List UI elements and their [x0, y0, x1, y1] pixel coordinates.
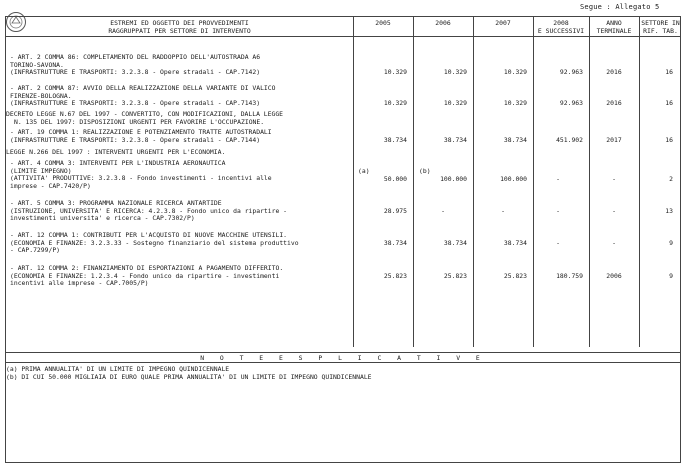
cell-2005: 10.329	[383, 68, 407, 76]
cell-2007: 10.329	[503, 99, 527, 107]
table-row-description: - ART. 19 COMMA 1: REALIZZAZIONE E POTENZIAMENTO TRATTE AUTOSTRADALI (INFRASTRUTTURE E TRASPORTI: 3.2.3.8 - Opere stradali - CAP.7144)	[10, 128, 272, 144]
header-2006: 2006	[435, 19, 451, 27]
cell-2008: 451.902	[556, 136, 583, 144]
header-description: ESTREMI ED OGGETTO DEI PROVVEDIMENTI RAGGRUPPATI PER SETTORE DI INTERVENTO	[108, 19, 251, 35]
cell-anno: 2006	[606, 272, 622, 280]
table-row-description: - ART. 2 COMMA 87: AVVIO DELLA REALIZZAZIONE DELLA VARIANTE DI VALICO FIRENZE-BOLOGNA. (INFRASTRUTTURE E TRASPORTI: 3.2.3.8 - Opere stradali - CAP.7143)	[10, 84, 276, 108]
cell-settore: 16	[665, 99, 673, 107]
cell-settore: 13	[665, 207, 673, 215]
cell-2008: -	[556, 207, 560, 215]
header-divider	[6, 36, 680, 37]
cell-anno: -	[612, 207, 616, 215]
cell-2007: 38.734	[503, 136, 527, 144]
cell-2008: -	[556, 175, 560, 183]
notes-title: N O T E E S P L I C A T I V E	[200, 354, 486, 362]
notes-list	[6, 366, 372, 381]
table-row-description: - ART. 2 COMMA 86: COMPLETAMENTO DEL RADDOPPIO DELL'AUTOSTRADA A6 TORINO-SAVONA. (INFRASTRUTTURE E TRASPORTI: 3.2.3.8 - Opere stradali - CAP.7142)	[10, 53, 261, 77]
cell-2006: 10.329	[443, 99, 467, 107]
cell-2007: 25.823	[503, 272, 527, 280]
cell-2005: 10.329	[383, 99, 407, 107]
cell-2007: 10.329	[503, 68, 527, 76]
cell-settore: 2	[669, 175, 673, 183]
cell-settore: 16	[665, 68, 673, 76]
cell-2007: -	[501, 207, 505, 215]
cell-2007: 38.734	[503, 239, 527, 247]
table-row-description: - ART. 12 COMMA 1: CONTRIBUTI PER L'ACQUISTO DI NUOVE MACCHINE UTENSILI. (ECONOMIA E FINANZE: 3.2.3.33 - Sostegno finanziario del sistema produttivo - CAP.7299/P)	[10, 231, 299, 255]
cell-anno: 2016	[606, 99, 622, 107]
cell-settore: 9	[669, 272, 673, 280]
header-2008: 2008 E SUCCESSIVI	[537, 19, 585, 35]
cell-2005: 38.734	[383, 239, 407, 247]
table-row-description: - ART. 4 COMMA 3: INTERVENTI PER L'INDUSTRIA AERONAUTICA (LIMITE IMPEGNO) (ATTIVITA' PRODUTTIVE: 3.2.3.8 - Fondo investimenti - incentivi alle imprese - CAP.7420/P)	[10, 159, 272, 190]
cell-anno: 2017	[606, 136, 622, 144]
table-row-description: - ART. 5 COMMA 3: PROGRAMMA NAZIONALE RICERCA ANTARTIDE (ISTRUZIONE, UNIVERSITA' E RICERCA: 4.2.3.8 - Fondo unico da ripartire - investimenti universita' e ricerca - CAP.7302/P)	[10, 199, 288, 223]
cell-2007: 100.000	[500, 175, 527, 183]
cell-settore: 9	[669, 239, 673, 247]
cell-anno: 2016	[606, 68, 622, 76]
cell-2005: 25.823	[383, 272, 407, 280]
cell-2008: 92.963	[559, 99, 583, 107]
header-anno-terminale: ANNO TERMINALE	[596, 19, 632, 35]
cell-2008: 92.963	[559, 68, 583, 76]
cell-2006: 100.000	[440, 175, 467, 183]
cell-2008: 180.759	[556, 272, 583, 280]
cell-2006: 38.734	[443, 239, 467, 247]
note-item: (b) DI CUI 50.000 MIGLIAIA DI EURO QUALE PRIMA ANNUALITA' DI UN LIMITE DI IMPEGNO QUINDICENNALE	[6, 372, 372, 381]
cell-2005: 50.000	[383, 175, 407, 183]
note-ref-a: (a)	[358, 167, 370, 175]
cell-settore: 16	[665, 136, 673, 144]
cell-2006: 10.329	[443, 68, 467, 76]
section-heading: LEGGE N.266 DEL 1997 : INTERVENTI URGENTI PER L'ECONOMIA.	[6, 148, 226, 156]
page-reference: Segue : Allegato 5	[580, 3, 660, 11]
cell-2008: -	[556, 239, 560, 247]
cell-2006: -	[441, 207, 445, 215]
cell-2006: 25.823	[443, 272, 467, 280]
note-ref-b: (b)	[419, 167, 431, 175]
table-row-description: - ART. 12 COMMA 2: FINANZIAMENTO DI ESPORTAZIONI A PAGAMENTO DIFFERITO. (ECONOMIA E FINANZE: 1.2.3.4 - Fondo unico da ripartire - investimenti incentivi alle imprese - CAP.7005/P)	[10, 264, 284, 288]
header-2007: 2007	[495, 19, 511, 27]
notes-bottom-divider	[6, 362, 680, 363]
section-heading: DECRETO LEGGE N.67 DEL 1997 - CONVERTITO, CON MODIFICAZIONI, DALLA LEGGE N. 135 DEL 1997: DISPOSIZIONI URGENTI PER FAVORIRE L'OCCUPAZIONE.	[6, 110, 284, 126]
cell-anno: -	[612, 239, 616, 247]
note-item: (a) PRIMA ANNUALITA' DI UN LIMITE DI IMPEGNO QUINDICENNALE	[6, 365, 230, 373]
cell-2005: 28.975	[383, 207, 407, 215]
notes-top-divider	[6, 352, 680, 353]
cell-2006: 38.734	[443, 136, 467, 144]
header-settore: SETTORE IN RIF. TAB.	[641, 19, 680, 35]
header-2005: 2005	[375, 19, 391, 27]
cell-anno: -	[612, 175, 616, 183]
cell-2005: 38.734	[383, 136, 407, 144]
table-frame	[5, 16, 681, 463]
